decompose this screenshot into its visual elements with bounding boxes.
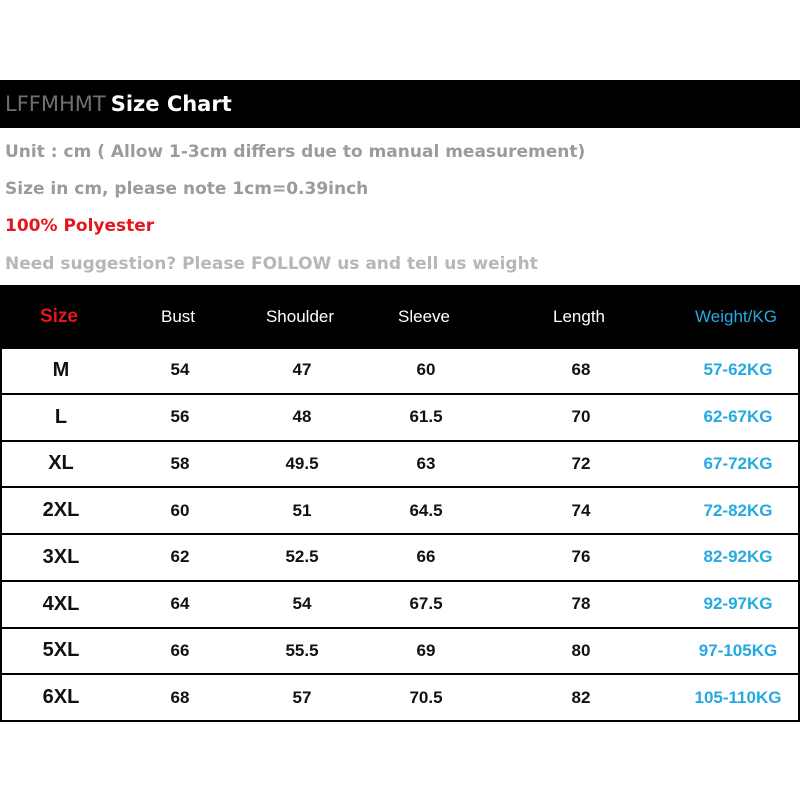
cell-sleeve: 63 <box>416 453 436 473</box>
cell-shoulder: 54 <box>292 594 312 614</box>
cell-shoulder: 49.5 <box>285 453 319 473</box>
table-row <box>2 675 798 720</box>
cell-weight: 82-92KG <box>703 547 773 567</box>
cell-size: M <box>52 358 70 381</box>
cell-sleeve: 70.5 <box>409 687 443 707</box>
table-row <box>2 348 798 395</box>
size-table-body <box>0 348 800 722</box>
header-size: Size <box>39 306 79 327</box>
title-bar <box>0 80 800 128</box>
cell-bust: 58 <box>170 453 190 473</box>
cell-bust: 62 <box>170 547 190 567</box>
cell-length: 78 <box>571 594 591 614</box>
cell-weight: 72-82KG <box>703 500 773 520</box>
cell-size: XL <box>48 452 74 475</box>
table-row <box>2 535 798 582</box>
cell-bust: 56 <box>170 407 190 427</box>
cell-bust: 66 <box>170 640 190 660</box>
table-row <box>2 395 798 442</box>
table-header-row <box>0 285 800 349</box>
cell-shoulder: 55.5 <box>285 640 319 660</box>
cell-length: 68 <box>571 360 591 380</box>
cell-weight: 57-62KG <box>703 360 773 380</box>
cell-shoulder: 48 <box>292 407 312 427</box>
header-sleeve: Sleeve <box>398 307 450 326</box>
unit-note: Unit : cm ( Allow 1-3cm differs due to manual measurement) <box>5 142 586 162</box>
cell-length: 74 <box>571 500 591 520</box>
cell-weight: 105-110KG <box>694 687 782 707</box>
cell-weight: 62-67KG <box>703 407 773 427</box>
cell-length: 80 <box>571 640 591 660</box>
conversion-note: Size in cm, please note 1cm=0.39inch <box>5 179 369 199</box>
suggestion-note: Need suggestion? Please FOLLOW us and tell us weight <box>5 254 538 274</box>
cell-shoulder: 52.5 <box>285 547 319 567</box>
cell-sleeve: 60 <box>416 360 436 380</box>
cell-size: 3XL <box>42 545 80 568</box>
cell-length: 72 <box>571 453 591 473</box>
header-shoulder: Shoulder <box>265 307 335 326</box>
cell-sleeve: 61.5 <box>409 407 443 427</box>
brand-name: LFFMHMT <box>5 92 106 116</box>
cell-sleeve: 69 <box>416 640 436 660</box>
table-row <box>2 629 798 676</box>
cell-size: 2XL <box>42 499 80 522</box>
cell-size: 5XL <box>42 639 80 662</box>
table-row <box>2 582 798 629</box>
header-length: Length <box>553 307 605 326</box>
cell-bust: 54 <box>170 360 190 380</box>
cell-weight: 67-72KG <box>703 453 773 473</box>
cell-size: 6XL <box>42 686 80 709</box>
cell-weight: 92-97KG <box>703 594 773 614</box>
cell-sleeve: 66 <box>416 547 436 567</box>
cell-length: 70 <box>571 407 591 427</box>
table-row <box>2 442 798 489</box>
cell-bust: 68 <box>170 687 190 707</box>
cell-shoulder: 47 <box>292 360 312 380</box>
header-weight: Weight/KG <box>695 307 777 326</box>
chart-title: Size Chart <box>110 92 232 116</box>
cell-length: 82 <box>571 687 591 707</box>
table-row <box>2 488 798 535</box>
cell-weight: 97-105KG <box>698 640 778 660</box>
cell-shoulder: 51 <box>292 500 312 520</box>
cell-bust: 64 <box>170 594 190 614</box>
material-note: 100% Polyester <box>5 216 155 236</box>
cell-shoulder: 57 <box>292 687 312 707</box>
cell-length: 76 <box>571 547 591 567</box>
cell-size: L <box>54 405 68 428</box>
cell-sleeve: 64.5 <box>409 500 443 520</box>
cell-sleeve: 67.5 <box>409 594 443 614</box>
header-bust: Bust <box>160 307 196 326</box>
cell-bust: 60 <box>170 500 190 520</box>
cell-size: 4XL <box>42 592 80 615</box>
